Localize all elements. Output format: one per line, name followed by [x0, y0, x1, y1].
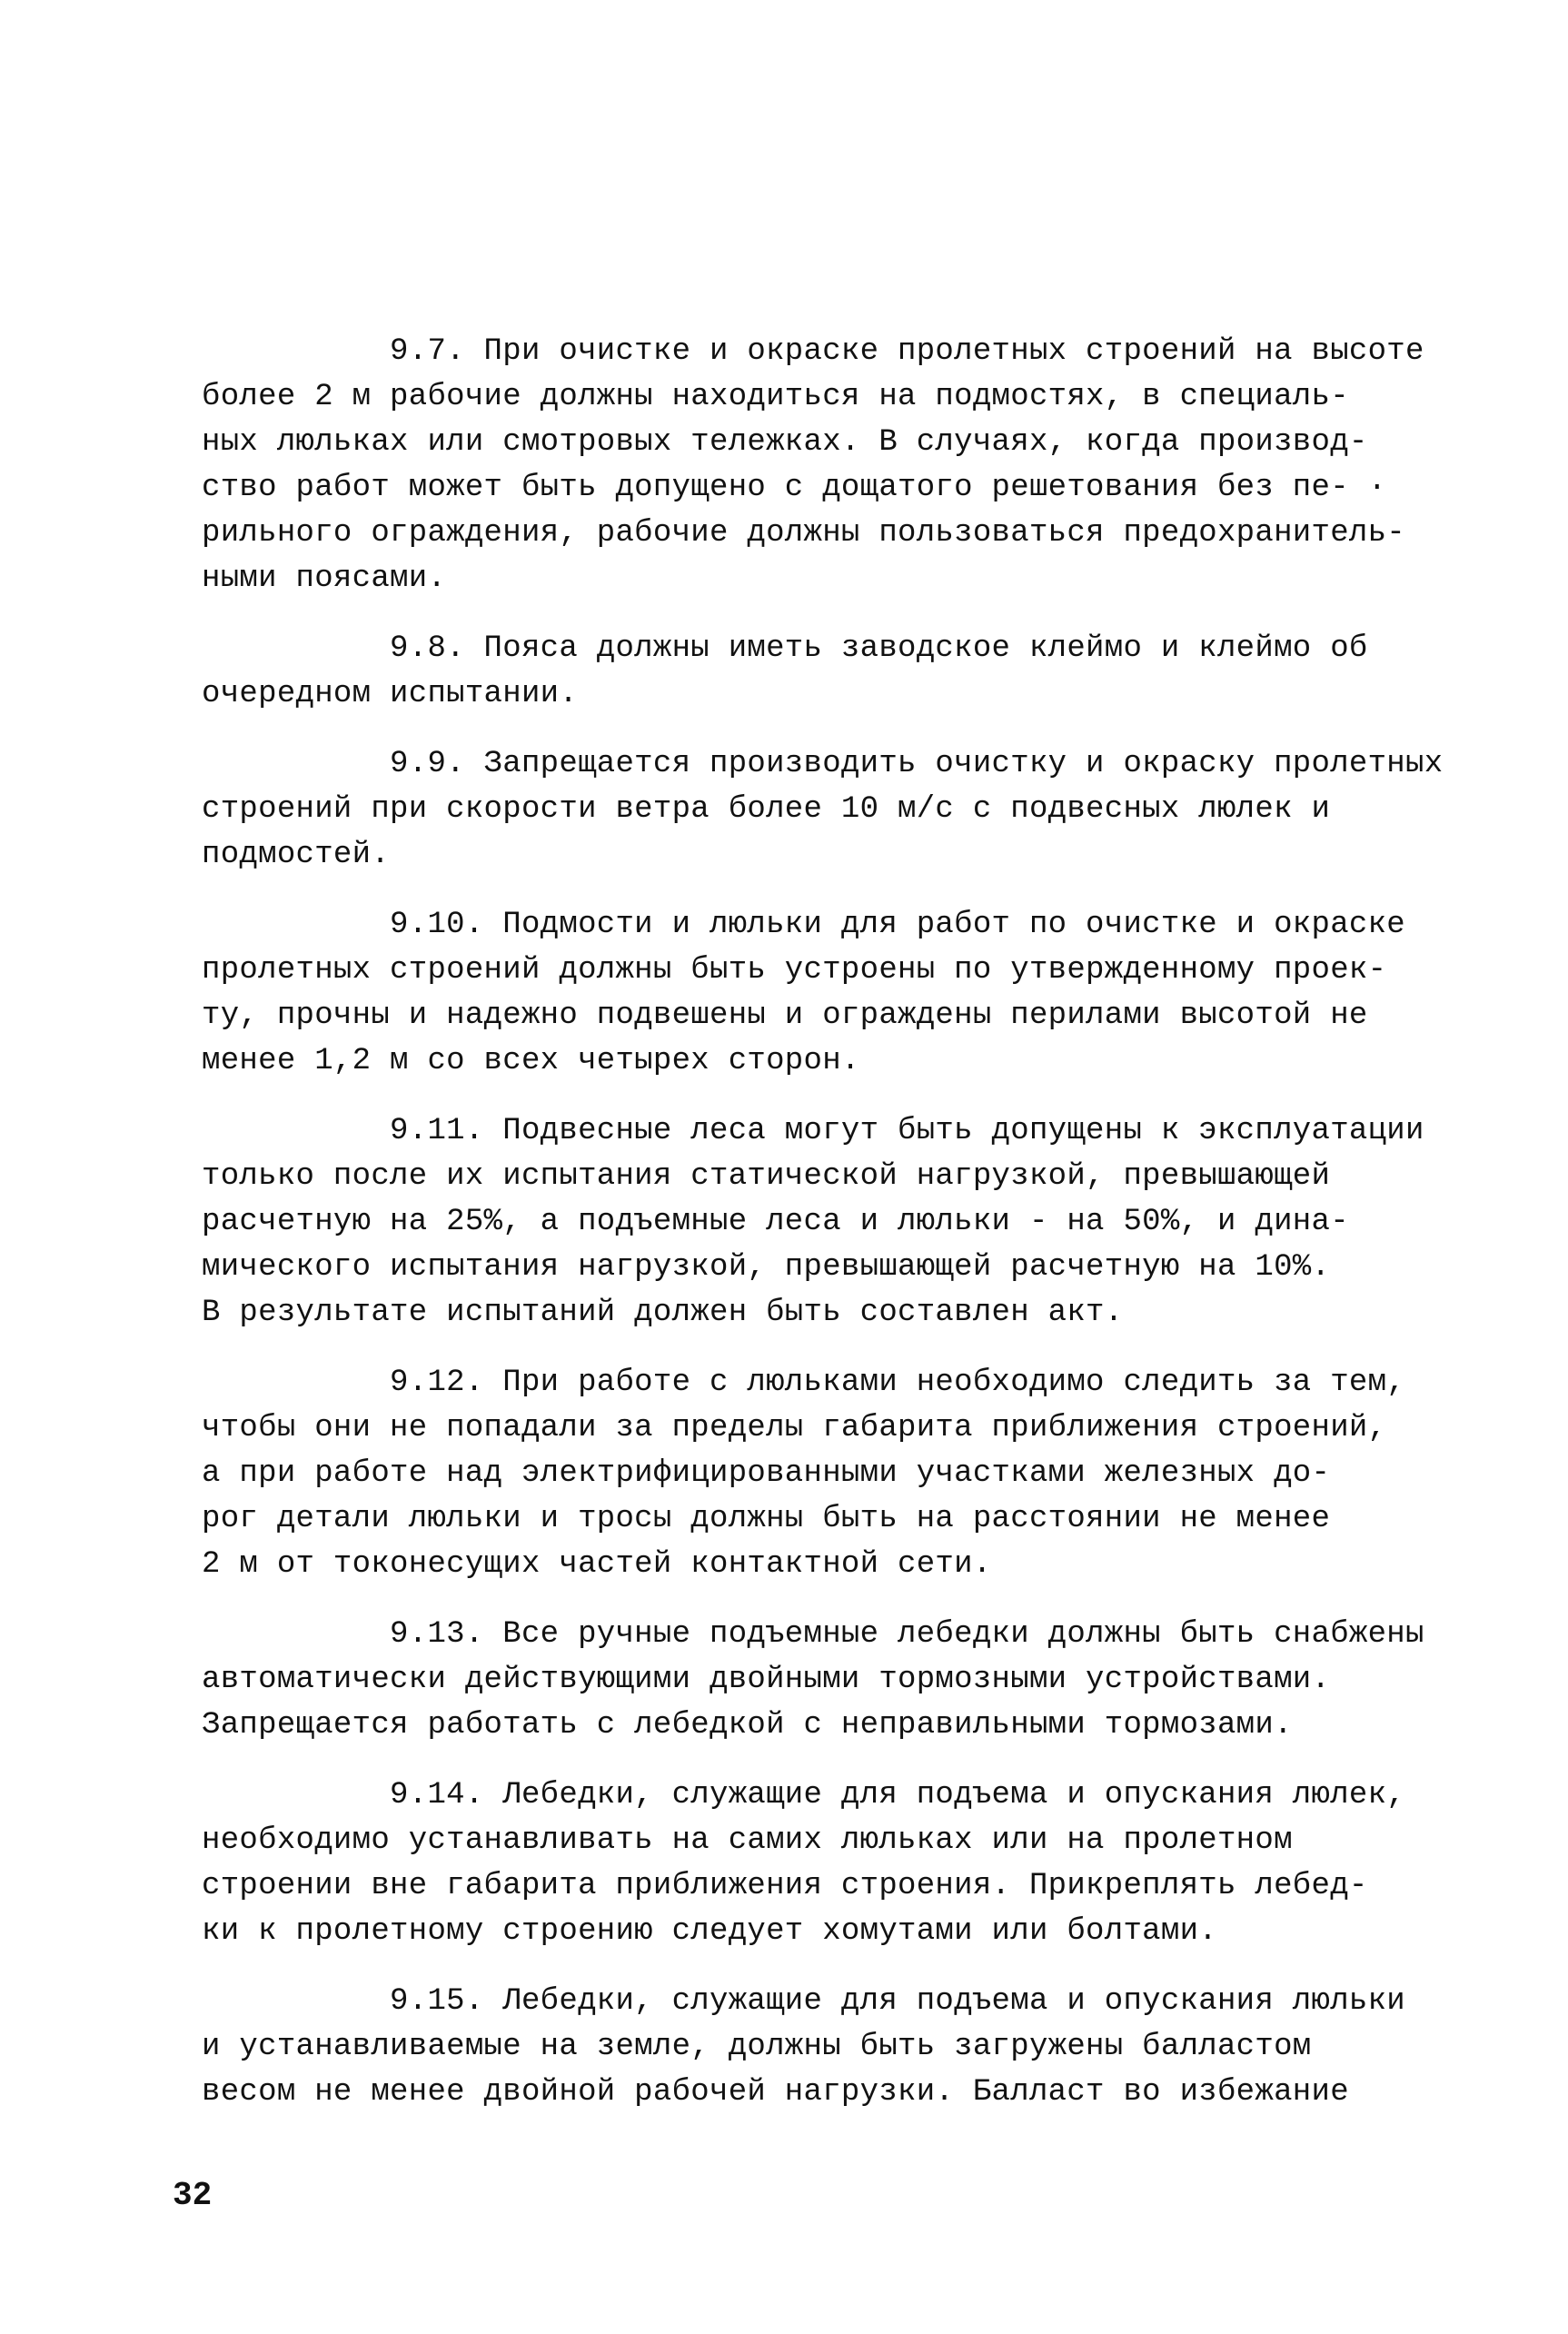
text-line: подмостей.	[202, 838, 391, 872]
paragraph-9-9	[202, 741, 1444, 878]
paragraph-9-11	[202, 1108, 1424, 1336]
text-line: ту, прочны и надежно подвешены и ограждены перилами высотой не	[202, 998, 1368, 1033]
text-line: пролетных строений должны быть устроены по утвержденному проек-	[202, 953, 1387, 988]
text-line: 9.8. Пояса должны иметь заводское клеймо и клеймо об	[202, 631, 1368, 666]
text-line: ство работ может быть допущено с дощатого решетования без пе- ·	[202, 471, 1387, 505]
text-line: менее 1,2 м со всех четырех сторон.	[202, 1044, 860, 1078]
paragraph-9-8	[202, 626, 1383, 717]
text-line: В результате испытаний должен быть составлен акт.	[202, 1296, 1124, 1330]
text-line: ки к пролетному строению следует хомутами или болтами.	[202, 1914, 1217, 1949]
text-line: расчетную на 25%, а подъемные леса и люльки - на 50%, и дина-	[202, 1205, 1349, 1239]
text-line: очередном испытании.	[202, 677, 579, 711]
text-line: рог детали люльки и тросы должны быть на расстоянии не менее	[202, 1502, 1331, 1536]
text-line: а при работе над электрифицированными участками железных до-	[202, 1456, 1331, 1491]
text-line: 9.10. Подмости и люльки для работ по очистке и окраске	[202, 908, 1406, 942]
text-line: чтобы они не попадали за пределы габарита приближения строений,	[202, 1411, 1387, 1445]
text-line: строении вне габарита приближения строения. Прикреплять лебед-	[202, 1869, 1368, 1903]
text-line: 9.9. Запрещается производить очистку и окраску пролетных	[202, 747, 1444, 781]
text-line: необходимо устанавливать на самих люльках или на пролетном	[202, 1823, 1293, 1858]
text-line: 9.15. Лебедки, служащие для подъема и опускания люльки	[202, 1984, 1406, 2019]
text-line: весом не менее двойной рабочей нагрузки. Балласт во избежание	[202, 2075, 1349, 2110]
text-line: 9.11. Подвесные леса могут быть допущены к эксплуатации	[202, 1114, 1424, 1148]
text-line: 2 м от токонесущих частей контактной сети.	[202, 1547, 992, 1582]
paragraph-9-7	[202, 329, 1424, 601]
text-line: мического испытания нагрузкой, превышающей расчетную на 10%.	[202, 1250, 1331, 1285]
text-line: строений при скорости ветра более 10 м/с с подвесных люлек и	[202, 792, 1331, 827]
paragraph-9-12	[202, 1360, 1406, 1587]
text-line: 9.13. Все ручные подъемные лебедки должны быть снабжены	[202, 1617, 1424, 1652]
body-text	[202, 329, 1444, 2140]
paragraph-9-15	[202, 1979, 1406, 2115]
text-line: и устанавливаемые на земле, должны быть загружены балластом	[202, 2030, 1312, 2064]
text-line: 9.14. Лебедки, служащие для подъема и опускания люлек,	[202, 1778, 1406, 1813]
text-line: 9.7. При очистке и окраске пролетных строений на высоте	[202, 334, 1424, 369]
text-line: автоматически действующими двойными тормозными устройствами.	[202, 1663, 1331, 1697]
text-line: только после их испытания статической нагрузкой, превышающей	[202, 1159, 1331, 1194]
paragraph-9-13	[202, 1612, 1424, 1748]
text-line: ных люльках или смотровых тележках. В случаях, когда производ-	[202, 425, 1368, 460]
text-line: ными поясами.	[202, 561, 447, 596]
paragraph-9-14	[202, 1773, 1406, 1954]
text-line: Запрещается работать с лебедкой с неправильными тормозами.	[202, 1708, 1293, 1743]
paragraph-9-10	[202, 902, 1406, 1084]
text-line: рильного ограждения, рабочие должны пользоваться предохранитель-	[202, 516, 1406, 551]
text-line: более 2 м рабочие должны находиться на подмостях, в специаль-	[202, 380, 1349, 414]
text-line: 9.12. При работе с люльками необходимо следить за тем,	[202, 1366, 1406, 1400]
page-number: 32	[173, 2177, 213, 2214]
